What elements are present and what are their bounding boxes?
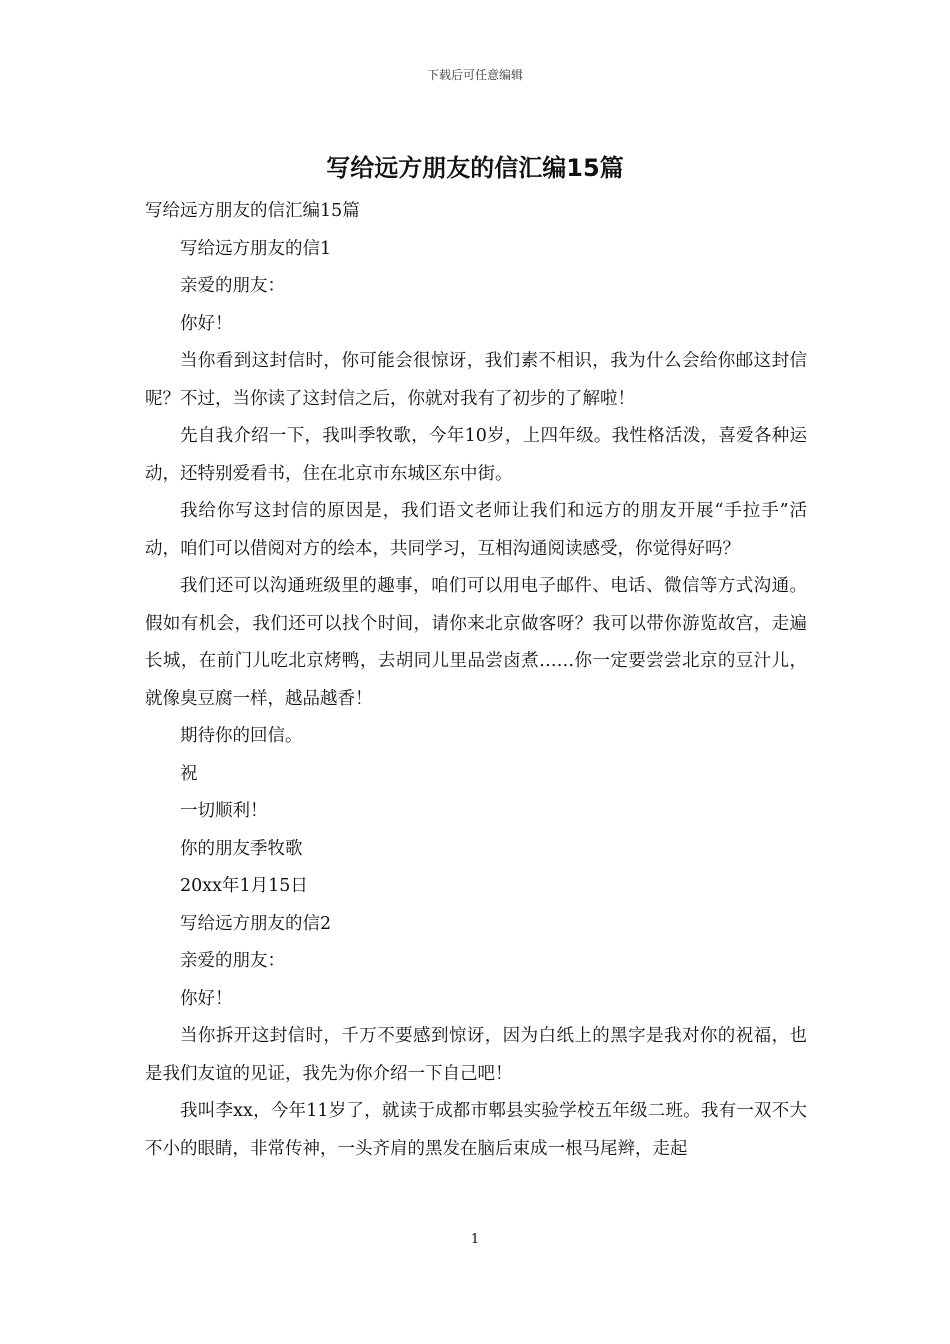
document-title: 写给远方朋友的信汇编15篇 — [326, 154, 624, 182]
paragraph-signature: 你的朋友季牧歌 — [180, 838, 303, 859]
header-note: 下载后可任意编辑 — [426, 68, 523, 82]
paragraph-body: 我给你写这封信的原因是，我们语文老师让我们和远方的朋友开展“手拉手”活动，咱们可以借阅对方的绘本，共同学习，互相沟通阅读感受，你觉得好吗？ — [145, 501, 807, 559]
paragraph-body: 当你拆开这封信时，千万不要感到惊讶，因为白纸上的黑字是我对你的祝福，也是我们友谊的见证，我先为你介绍一下自己吧！ — [145, 1026, 807, 1084]
paragraph-date: 20xx年1月15日 — [180, 876, 308, 896]
paragraph-salutation: 亲爱的朋友： — [180, 276, 285, 296]
paragraph-body: 期待你的回信。 — [180, 726, 303, 746]
paragraph-greeting: 你好！ — [180, 313, 233, 334]
paragraph-subtitle: 写给远方朋友的信汇编15篇 — [145, 201, 360, 221]
paragraph-letter-heading: 写给远方朋友的信1 — [180, 238, 332, 259]
paragraph-body: 当你看到这封信时，你可能会很惊讶，我们素不相识，我为什么会给你邮这封信呢？不过，当你读了这封信之后，你就对我有了初步的了解啦！ — [145, 351, 807, 409]
document-body — [145, 193, 807, 1168]
paragraph-closing: 祝 — [180, 763, 198, 784]
paragraph-body: 先自我介绍一下，我叫季牧歌，今年10岁，上四年级。我性格活泼，喜爱各种运动，还特别爱看书，住在北京市东城区东中街。 — [145, 426, 807, 484]
paragraph-body: 我叫李xx，今年11岁了，就读于成都市郫县实验学校五年级二班。我有一双不大不小的眼睛，非常传神，一头齐肩的黑发在脑后束成一根马尾辫，走起 — [145, 1101, 807, 1159]
paragraph-greeting: 你好！ — [180, 988, 233, 1009]
paragraph-closing: 一切顺利！ — [180, 801, 268, 821]
page-number: 1 — [470, 1232, 480, 1247]
paragraph-body: 我们还可以沟通班级里的趣事，咱们可以用电子邮件、电话、微信等方式沟通。假如有机会，我们还可以找个时间，请你来北京做客呀？我可以带你游览故宫，走遍长城，在前门儿吃北京烤鸭，去胡同儿里品尝卤煮……你一定要尝尝北京的豆汁儿，就像臭豆腐一样，越品越香！ — [145, 576, 807, 709]
paragraph-salutation: 亲爱的朋友： — [180, 951, 285, 971]
paragraph-letter-heading: 写给远方朋友的信2 — [180, 913, 332, 934]
